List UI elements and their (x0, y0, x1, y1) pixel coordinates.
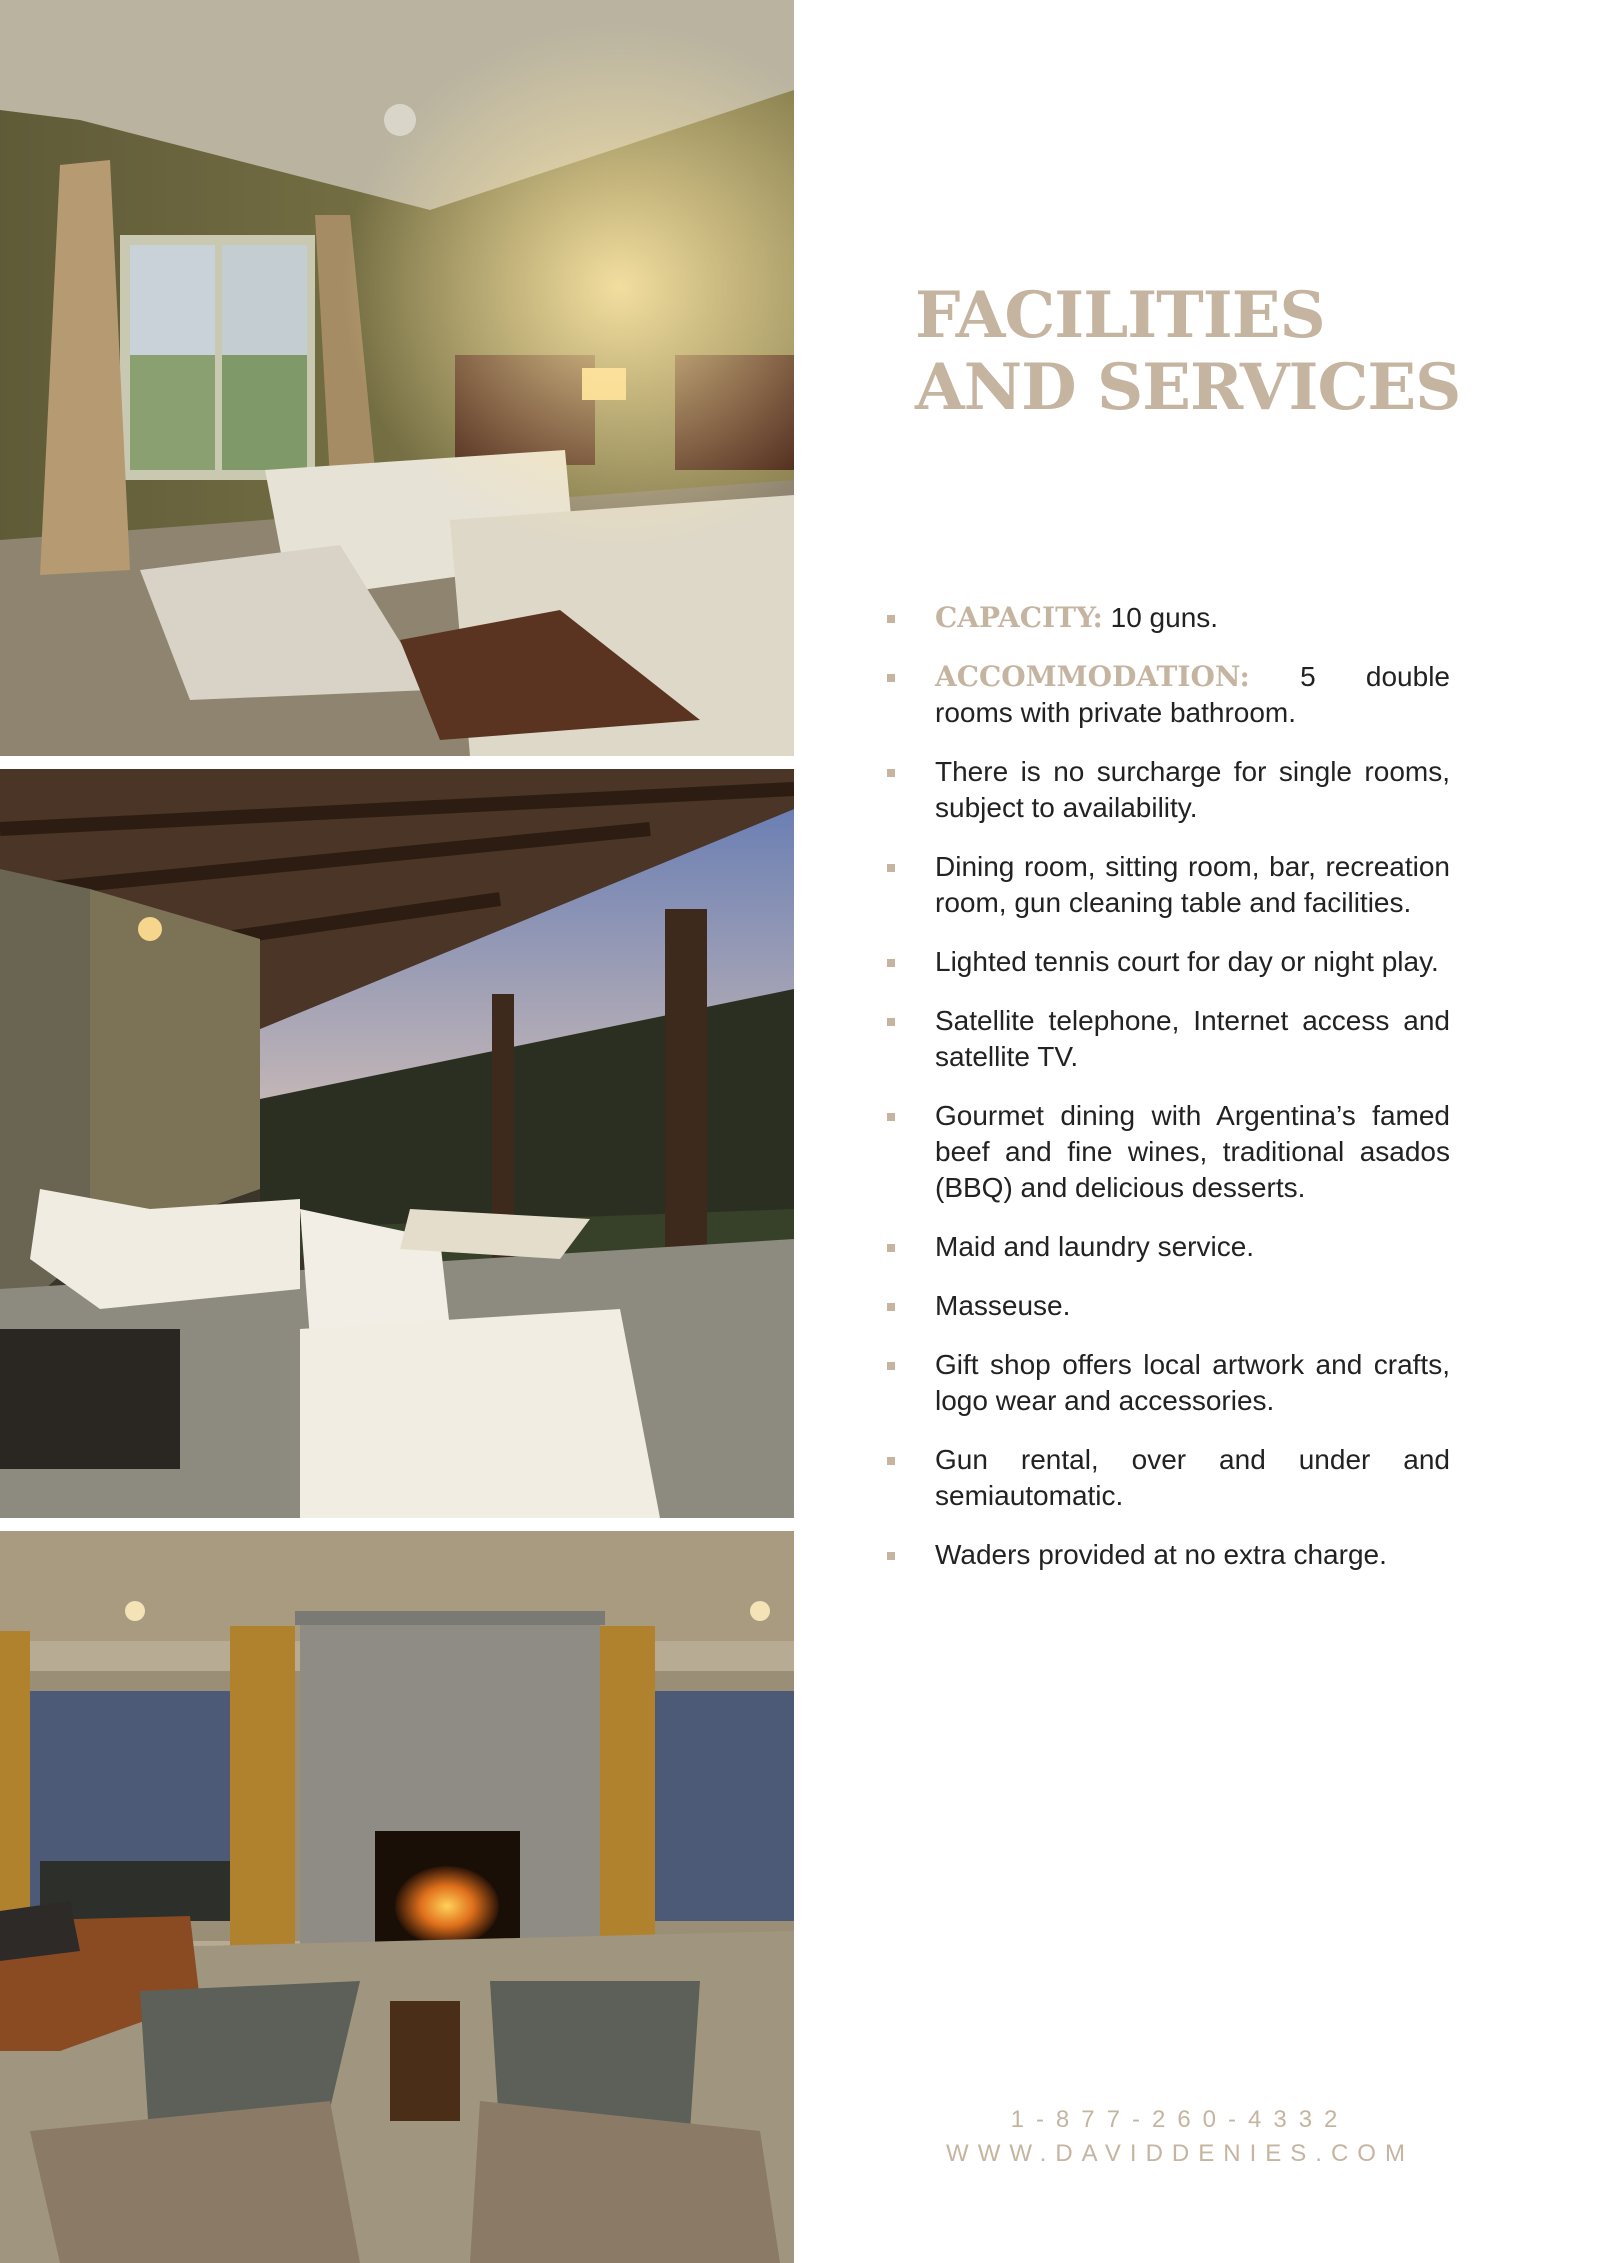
item-text: Waders provided at no extra charge. (935, 1539, 1387, 1570)
item-text: Dining room, sitting room, bar, recreation room, gun cleaning table and facilities. (935, 851, 1450, 918)
list-item (885, 1537, 1450, 1573)
item-text: There is no surcharge for single rooms, subject to availability. (935, 756, 1450, 823)
living-room-photo (0, 1531, 794, 2263)
item-text: 10 guns. (1102, 602, 1219, 633)
list-item (885, 754, 1450, 826)
item-label: CAPACITY: (935, 601, 1103, 634)
bullet-icon (887, 959, 895, 967)
bullet-icon (887, 864, 895, 872)
list-item (885, 1003, 1450, 1075)
item-text: Maid and laundry service. (935, 1231, 1255, 1262)
item-text: Lighted tennis court for day or night play. (935, 946, 1439, 977)
list-item (885, 1347, 1450, 1419)
item-text: Masseuse. (935, 1290, 1071, 1321)
bullet-icon (887, 674, 895, 682)
item-text: Gift shop offers local artwork and crafts, logo wear and accessories. (935, 1349, 1450, 1416)
bullet-icon (887, 1552, 895, 1560)
title-line-1: FACILITIES (915, 278, 1325, 353)
terrace-photo (0, 769, 794, 1518)
bullet-icon (887, 1244, 895, 1252)
list-item (885, 1098, 1450, 1206)
list-item (885, 1442, 1450, 1514)
item-text: Gourmet dining with Argentina’s famed beef and fine wines, traditional asados (BBQ) and delicious desserts. (935, 1100, 1450, 1203)
footer-website-link[interactable]: WWW.DAVIDDENIES.COM (946, 2140, 1414, 2167)
item-text: Gun rental, over and under and semiautomatic. (935, 1444, 1450, 1511)
list-item (885, 600, 1450, 636)
title-line-2: AND SERVICES (915, 350, 1461, 425)
bedroom-photo (0, 0, 794, 756)
bullet-icon (887, 1018, 895, 1026)
item-text: Satellite telephone, Internet access and satellite TV. (935, 1005, 1450, 1072)
list-item (885, 659, 1450, 731)
bullet-icon (887, 1303, 895, 1311)
bullet-icon (887, 1113, 895, 1121)
page-title (915, 280, 1460, 424)
services-list (885, 600, 1450, 1596)
list-item (885, 944, 1450, 980)
item-label: ACCOMMODATION: (935, 660, 1250, 693)
item-text: 5 double rooms with private bathroom. (935, 661, 1450, 728)
bullet-icon (887, 1362, 895, 1370)
list-item (885, 849, 1450, 921)
list-item (885, 1229, 1450, 1265)
bullet-icon (887, 769, 895, 777)
list-item (885, 1288, 1450, 1324)
bullet-icon (887, 615, 895, 623)
footer-phone[interactable]: 1-877-260-4332 (1010, 2106, 1350, 2133)
bullet-icon (887, 1457, 895, 1465)
